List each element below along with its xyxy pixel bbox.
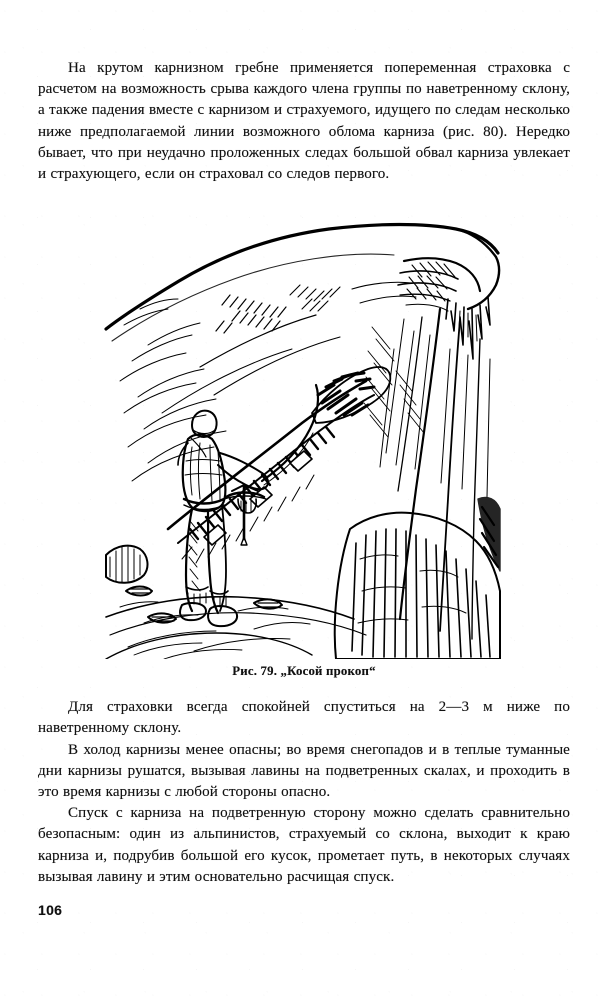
- paragraph-bottom-1: Для страховки всегда спокойней спуститься на 2—3 м ниже по наветренному склону.: [38, 699, 570, 737]
- figure-79: [38, 199, 570, 679]
- paragraph-top-1: На крутом карнизном гребне применяется попеременная страховка с расчетом на возможность срыва каждого члена группы по наветренному склону, а также падения вместе с карнизом и страхуемого, идущего по следам несколько ниже предполагаемой линии возможного облома карниза (рис. 80). Нередко бывает, что при неудачно проложенных следах большой обвал карниза увлекает и страхующего, если он страховал со следов первого.: [38, 60, 570, 183]
- top-text-block: [38, 58, 570, 185]
- paragraph-bottom-2: В холод карнизы менее опасны; во время снегопадов и в теплые туманные дни карнизы рушатся, вызывая лавины на подветренных скалах, и проходить в это время карнизы с любой стороны опасно.: [38, 741, 570, 801]
- bottom-text-block: [38, 697, 570, 888]
- figure-caption: Рис. 79. „Косой прокоп“: [232, 664, 376, 679]
- page-number: 106: [38, 902, 63, 918]
- paragraph-bottom-3: Спуск с карниза на подветренную сторону можно сделать сравнительно безопасным: один из альпинистов, страхуемый со склона, выходит к краю карниза и, подрубив большой его кусок, прометает путь, в некоторых случаях вызывая лавину и этим основательно расчищая спуск.: [38, 805, 570, 885]
- cornice-illustration: [104, 199, 504, 659]
- page-content: [38, 58, 570, 888]
